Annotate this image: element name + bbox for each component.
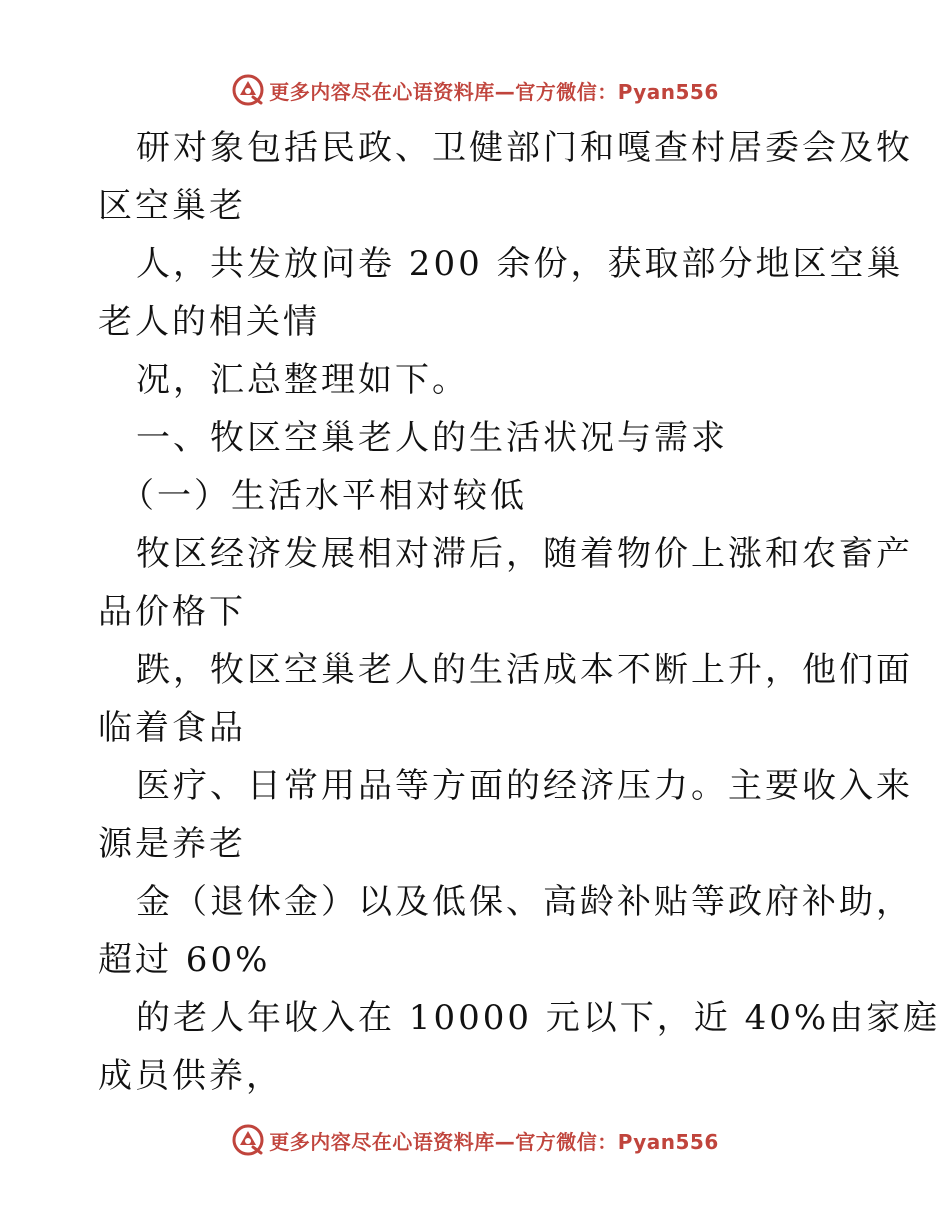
text-line: 况，汇总整理如下。 <box>136 360 469 400</box>
watermark-text: 更多内容尽在心语资料库—官方微信：Pyan556 <box>269 79 719 104</box>
text-line: 临着食品 <box>98 708 246 748</box>
text-line: 源是养老 <box>98 824 246 864</box>
text-line: 超过 60% <box>98 940 271 980</box>
text-line: 老人的相关情 <box>98 302 320 342</box>
watermark-text: 更多内容尽在心语资料库—官方微信：Pyan556 <box>269 1129 719 1154</box>
text-line: 品价格下 <box>98 592 246 632</box>
red-emblem-icon <box>231 1123 265 1157</box>
text-line: 研对象包括民政、卫健部门和嘎查村居委会及牧 <box>136 128 913 168</box>
text-line: 人，共发放问卷 200 余份，获取部分地区空巢 <box>136 244 904 284</box>
text-line: 跌，牧区空巢老人的生活成本不断上升，他们面 <box>136 650 913 690</box>
text-line: 区空巢老 <box>98 186 246 226</box>
text-line: 牧区经济发展相对滞后，随着物价上涨和农畜产 <box>136 534 913 574</box>
footer-watermark <box>0 1120 950 1160</box>
text-line: 金（退休金）以及低保、高龄补贴等政府补助， <box>136 882 913 922</box>
subsection-heading: （一）生活水平相对较低 <box>120 476 527 516</box>
text-line: 的老人年收入在 10000 元以下，近 40%由家庭 <box>136 998 941 1038</box>
section-heading: 一、牧区空巢老人的生活状况与需求 <box>136 418 728 458</box>
text-line: 医疗、日常用品等方面的经济压力。主要收入来 <box>136 766 913 806</box>
text-line: 成员供养， <box>98 1056 283 1096</box>
